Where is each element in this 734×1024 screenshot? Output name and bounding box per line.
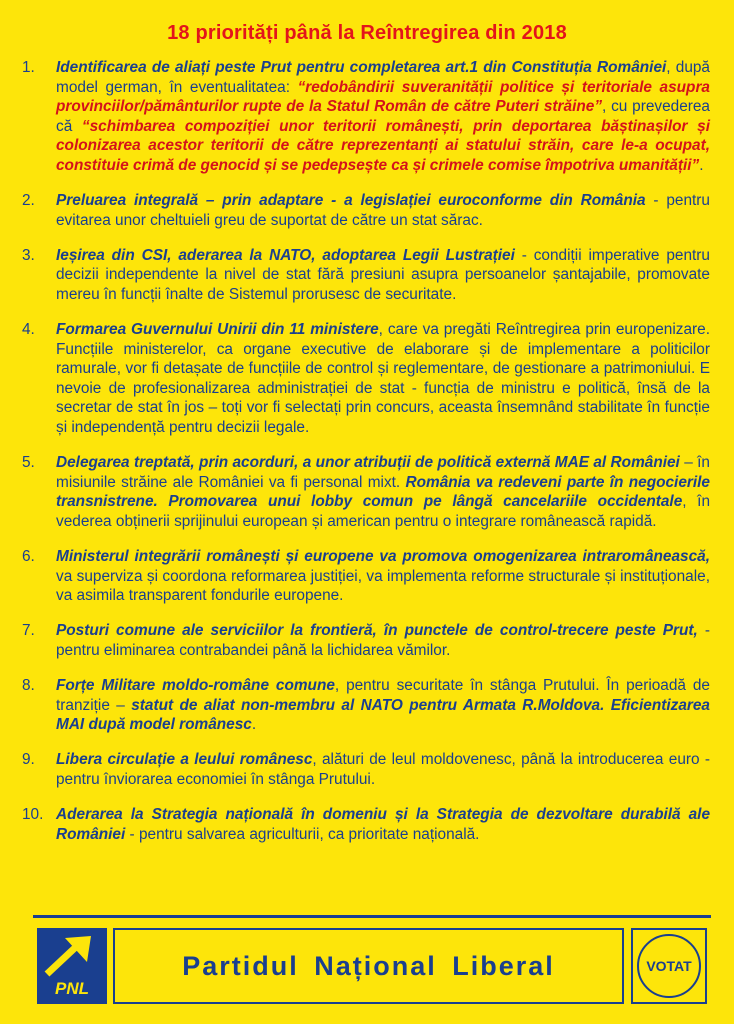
item-emphasis-segment: Delegarea treptată, prin acorduri, a unor atribuții de politică externă MAE al României [56, 454, 680, 472]
item-text-segment: - pentru salvarea agriculturii, ca prioritate națională. [125, 825, 480, 843]
list-item [22, 191, 710, 230]
item-text [56, 320, 710, 438]
list-item [22, 621, 710, 660]
item-text-segment: – în misiunile străine ale României va fi personal mixt. [56, 454, 710, 491]
item-text-segment: , alături de leul moldovenesc, până la introducerea euro - pentru înviorarea economiei în stânga Prutului. [56, 751, 711, 788]
item-emphasis-segment: Libera circulație a leului românesc [56, 751, 313, 769]
item-text-segment: - pentru evitarea unor cheltuieli greu de suportat de către un stat sărac. [56, 192, 710, 229]
page-title: 18 priorități până la Reîntregirea din 2018 [167, 22, 567, 44]
item-emphasis-segment: Identificarea de aliați peste Prut pentru completarea art.1 din Constituția României [56, 59, 667, 76]
pnl-logo [37, 928, 107, 1004]
item-number: 3. [22, 246, 35, 264]
item-text [56, 805, 710, 844]
item-number: 8. [22, 676, 35, 694]
logo-text: PNL [55, 979, 89, 998]
list-item [22, 246, 710, 305]
vote-box [631, 928, 707, 1004]
item-emphasis-segment: Posturi comune ale serviciilor la frontieră, în punctele de control-trecere peste Prut, [56, 622, 698, 640]
item-text [56, 750, 710, 789]
vote-text: VOTAT [646, 958, 692, 974]
item-emphasis-segment: Ieșirea din CSI, aderarea la NATO, adoptarea Legii Lustrației [56, 246, 515, 264]
item-number: 2. [22, 192, 35, 210]
item-emphasis-segment: Forțe Militare moldo-române comune [56, 676, 335, 694]
item-text [56, 453, 710, 531]
list-item [22, 58, 710, 176]
party-box [113, 928, 624, 1004]
arrow-icon [39, 930, 105, 980]
item-emphasis-segment: Formarea Guvernului Unirii din 11 ministere [56, 321, 379, 339]
item-text-segment: - condiții imperative pentru decizii independente la nivel de stat fără presiuni asupra persoanelor șantajabile, promovate mereu în funcții înalte de Sistemul prorusesc de securitate. [56, 246, 710, 303]
item-text-segment: va superviza și coordona reformarea justiției, va implementa reforme structurale și instituționale, va asimila transparent fondurile europene. [56, 567, 710, 605]
item-number: 9. [22, 751, 35, 769]
item-emphasis-segment: Aderarea la Strategia națională în domeniu și la Strategia de dezvoltare durabilă ale României [56, 805, 710, 843]
list-item [22, 805, 710, 844]
item-number: 7. [22, 622, 35, 640]
item-number: 5. [22, 454, 35, 472]
item-number: 1. [22, 59, 35, 76]
item-text [56, 191, 710, 230]
item-number: 10. [22, 805, 44, 823]
item-text [56, 621, 710, 660]
party-name: Partidul Național Liberal [182, 950, 555, 981]
vote-circle [637, 934, 701, 998]
item-emphasis-segment: “schimbarea compoziției unor teritorii românești, prin deportarea băștinașilor și colonizarea acestor teritorii de către reprezentanți ai statului străin, care le-a ocupat, constituie crimă de genocid și se pedepsește ca și crimele comise împotriva umanității” [56, 117, 710, 174]
list-item [22, 320, 710, 438]
item-text [56, 246, 710, 305]
item-emphasis-segment: Ministerul integrării românești și europene va promova omogenizarea intraromânească, [56, 547, 710, 565]
item-text-segment: . [251, 716, 257, 734]
item-text-segment: - pentru eliminarea contrabandei până la lichidarea vămilor. [56, 622, 711, 659]
item-text [56, 547, 710, 606]
item-number: 6. [22, 547, 35, 565]
item-text [56, 58, 710, 176]
list-item [22, 750, 710, 789]
item-text-segment: , în vederea obținerii sprijinului european și american pentru o integrare românească rapidă. [56, 493, 711, 530]
list-item [22, 453, 710, 531]
item-text-segment: , pentru securitate în stânga Prutului. În perioadă de tranziție – [56, 676, 710, 714]
item-number: 4. [22, 321, 35, 339]
item-text-segment: . [699, 156, 704, 174]
item-emphasis-segment: “redobândirii suveranității politice și teritoriale asupra provinciilor/pământurilor rupte de la Statul Român de către Puteri străine” [56, 78, 710, 116]
item-text-segment: , care va pregăti Reîntregirea prin europenizare. Funcțiile ministerelor, ca organe executive de elaborare și de implementare a politicilor ramurale, vor fi detașate de funcțiile de control și reglementare, de gestionare a patrimoniului. E nevoie de profesionalizarea administrației de stat - funcția de ministru e politică, însă de la secretar de stat în jos – toți vor fi selectați prin concurs, aceasta însemnând stabilitate în funcție și independență pentru decizii legale. [56, 321, 710, 436]
item-text-segment: , cu prevederea că [56, 98, 710, 135]
item-emphasis-segment: statut de aliat non-membru al NATO pentru Armata R.Moldova. Eficientizarea MAI după model românesc [56, 696, 710, 734]
footer [33, 915, 711, 1011]
priority-list [22, 58, 710, 860]
list-item [22, 676, 710, 735]
list-item [22, 547, 710, 606]
item-text-segment: , după model german, în eventualitatea: [56, 59, 710, 96]
item-text [56, 676, 710, 735]
item-emphasis-segment: România va redeveni parte în negocierile transnistrene. Promovarea unui lobby comun pe lângă cancelariile occidentale [56, 473, 710, 511]
item-emphasis-segment: Preluarea integrală – prin adaptare - a legislației euroconforme din România [56, 192, 646, 210]
